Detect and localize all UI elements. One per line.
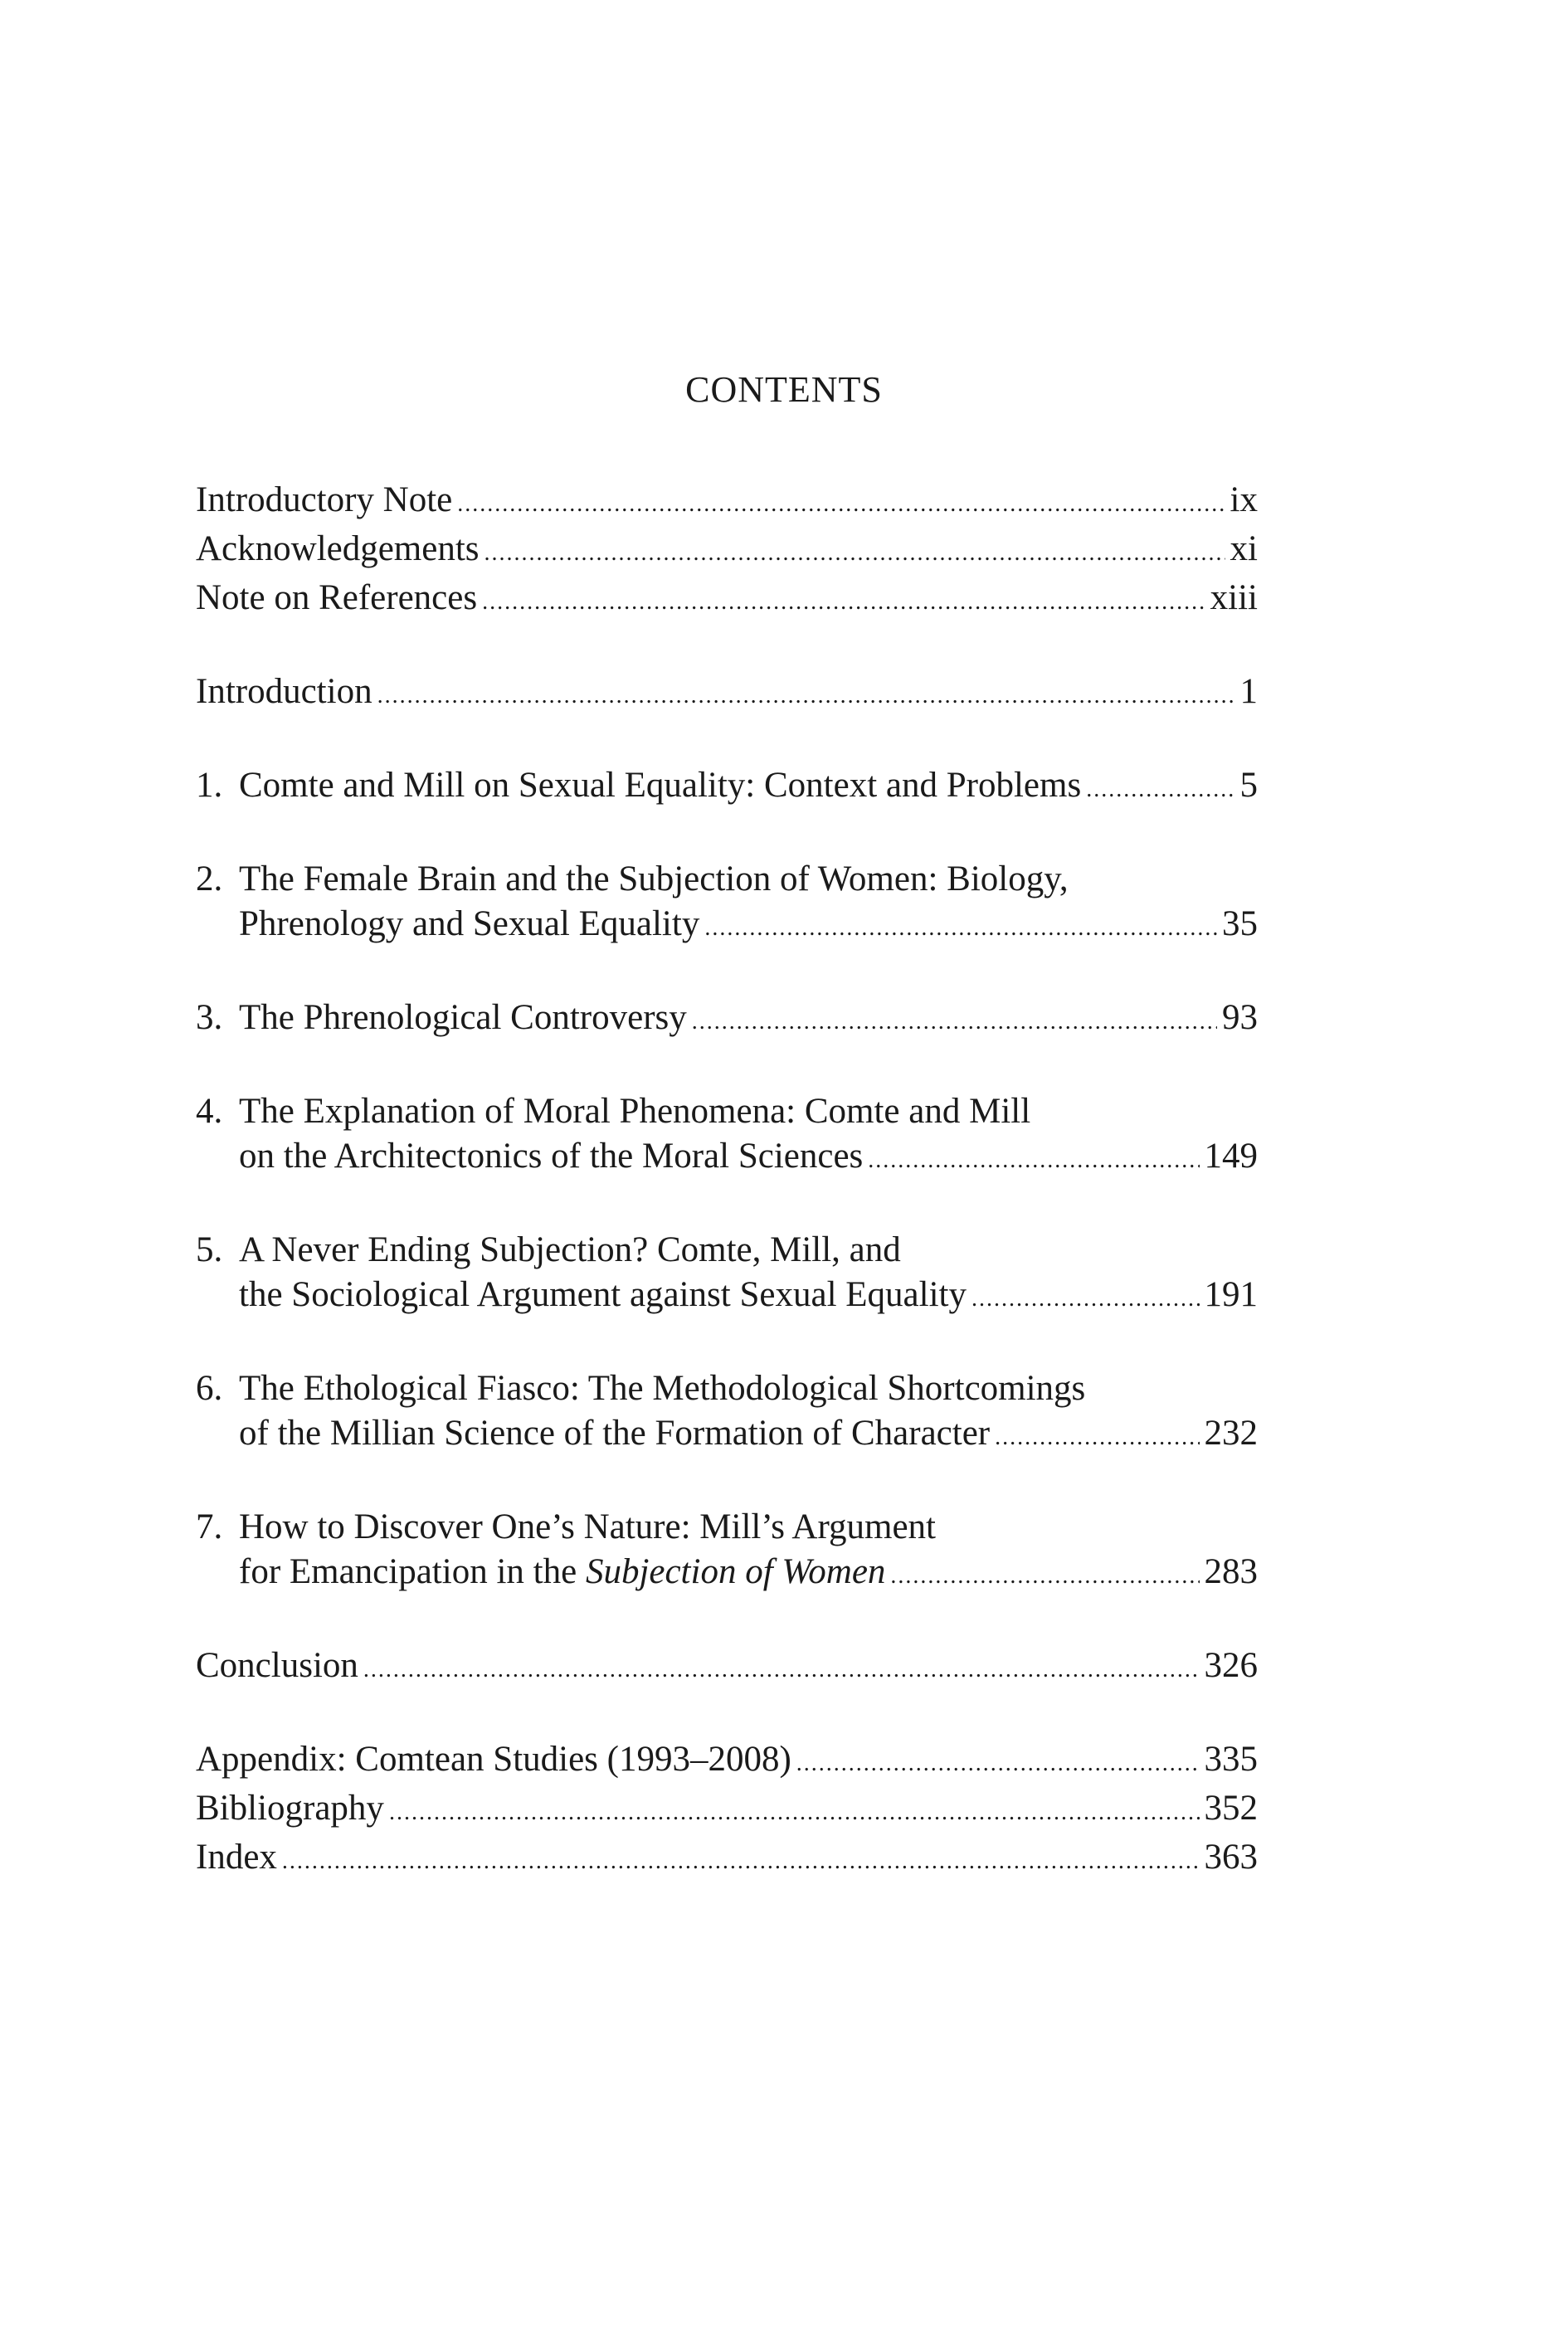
- toc-entry-page: ix: [1230, 480, 1258, 519]
- chapter-title-line-1: How to Discover One’s Nature: Mill’s Argument: [239, 1507, 936, 1546]
- toc-entry-introductory-note: [196, 478, 1258, 527]
- chapter-title: The Phrenological Controversy: [239, 998, 687, 1037]
- leader-dots: [704, 906, 1217, 951]
- chapter-title-italic: Subjection of Women: [585, 1552, 886, 1591]
- chapter-title-line-1: A Never Ending Subjection? Comte, Mill, and: [239, 1230, 901, 1269]
- toc-entry-label: Conclusion: [196, 1646, 358, 1685]
- leader-dots: [482, 580, 1205, 625]
- chapter-title-line-2: [239, 1550, 885, 1595]
- toc-entry-page: 283: [1204, 1552, 1258, 1591]
- chapter-number: 1.: [196, 766, 223, 805]
- toc-entry-page: 149: [1204, 1137, 1258, 1176]
- leader-dots: [890, 1554, 1199, 1599]
- toc-entry-chapter-6: [196, 1366, 1258, 1460]
- toc-entry-page: 326: [1204, 1646, 1258, 1685]
- toc-entry-conclusion: [196, 1643, 1258, 1692]
- chapter-number: 4.: [196, 1092, 223, 1131]
- leader-dots: [1086, 767, 1234, 812]
- toc-entry-page: xiii: [1210, 578, 1258, 617]
- toc-entry-page: 352: [1204, 1789, 1258, 1828]
- chapter-title-line-1: The Female Brain and the Subjection of Women: Biology,: [239, 859, 1069, 898]
- toc-entry-introduction: [196, 670, 1258, 718]
- toc-entry-page: xi: [1230, 529, 1258, 568]
- leader-dots: [457, 482, 1225, 527]
- chapter-number: 3.: [196, 998, 223, 1037]
- toc-entry-chapter-3: [196, 996, 1258, 1045]
- toc-entry-chapter-7: [196, 1505, 1258, 1599]
- toc-entry-page: 1: [1239, 672, 1258, 711]
- toc-entry-chapter-5: [196, 1228, 1258, 1322]
- toc-entry-label: Introductory Note: [196, 480, 453, 519]
- chapter-number: 6.: [196, 1369, 223, 1408]
- toc-entry-page: 232: [1204, 1414, 1258, 1453]
- toc-entry-page: 191: [1204, 1275, 1258, 1314]
- chapter-number: 2.: [196, 859, 223, 898]
- chapter-number: 7.: [196, 1507, 223, 1546]
- leader-dots: [692, 1000, 1217, 1045]
- toc-entry-chapter-2: [196, 857, 1258, 951]
- toc-entry-label: Bibliography: [196, 1789, 384, 1828]
- leader-dots: [363, 1648, 1200, 1692]
- leader-dots: [868, 1138, 1199, 1183]
- leader-dots: [377, 674, 1235, 718]
- chapter-title-line-1: The Ethological Fiasco: The Methodological Shortcomings: [239, 1369, 1086, 1408]
- leader-dots: [796, 1741, 1200, 1786]
- leader-dots: [485, 531, 1225, 576]
- toc-entry-note-on-references: [196, 576, 1258, 625]
- toc-entry-appendix: [196, 1737, 1258, 1786]
- leader-dots: [971, 1277, 1200, 1322]
- chapter-title-line-2: on the Architectonics of the Moral Sciences: [239, 1137, 864, 1176]
- toc-entry-chapter-4: [196, 1089, 1258, 1183]
- toc-entry-label: Introduction: [196, 672, 373, 711]
- toc-entry-page: 93: [1222, 998, 1258, 1037]
- toc-entry-page: 5: [1239, 766, 1258, 805]
- toc-entry-page: 363: [1204, 1838, 1258, 1877]
- table-of-contents: [196, 478, 1258, 1884]
- toc-entry-label: Note on References: [196, 578, 478, 617]
- contents-heading: CONTENTS: [685, 369, 883, 410]
- chapter-title: Comte and Mill on Sexual Equality: Context and Problems: [239, 766, 1082, 805]
- toc-entry-page: 335: [1204, 1740, 1258, 1779]
- chapter-title-line-2: the Sociological Argument against Sexual Equality: [239, 1275, 967, 1314]
- toc-entry-chapter-1: [196, 763, 1258, 812]
- chapter-title-line-2-text: for Emancipation in the: [239, 1552, 586, 1591]
- chapter-number: 5.: [196, 1230, 223, 1269]
- leader-dots: [389, 1790, 1200, 1835]
- toc-entry-label: Acknowledgements: [196, 529, 480, 568]
- toc-entry-page: 35: [1222, 904, 1258, 943]
- leader-dots: [282, 1839, 1200, 1884]
- toc-entry-index: [196, 1835, 1258, 1884]
- chapter-title-line-2: Phrenology and Sexual Equality: [239, 904, 700, 943]
- toc-entry-label: Appendix: Comtean Studies (1993–2008): [196, 1740, 791, 1779]
- leader-dots: [995, 1415, 1199, 1460]
- toc-entry-acknowledgements: [196, 527, 1258, 576]
- toc-entry-label: Index: [196, 1838, 277, 1877]
- toc-entry-bibliography: [196, 1786, 1258, 1835]
- chapter-title-line-1: The Explanation of Moral Phenomena: Comte and Mill: [239, 1092, 1031, 1131]
- chapter-title-line-2: of the Millian Science of the Formation of Character: [239, 1414, 991, 1453]
